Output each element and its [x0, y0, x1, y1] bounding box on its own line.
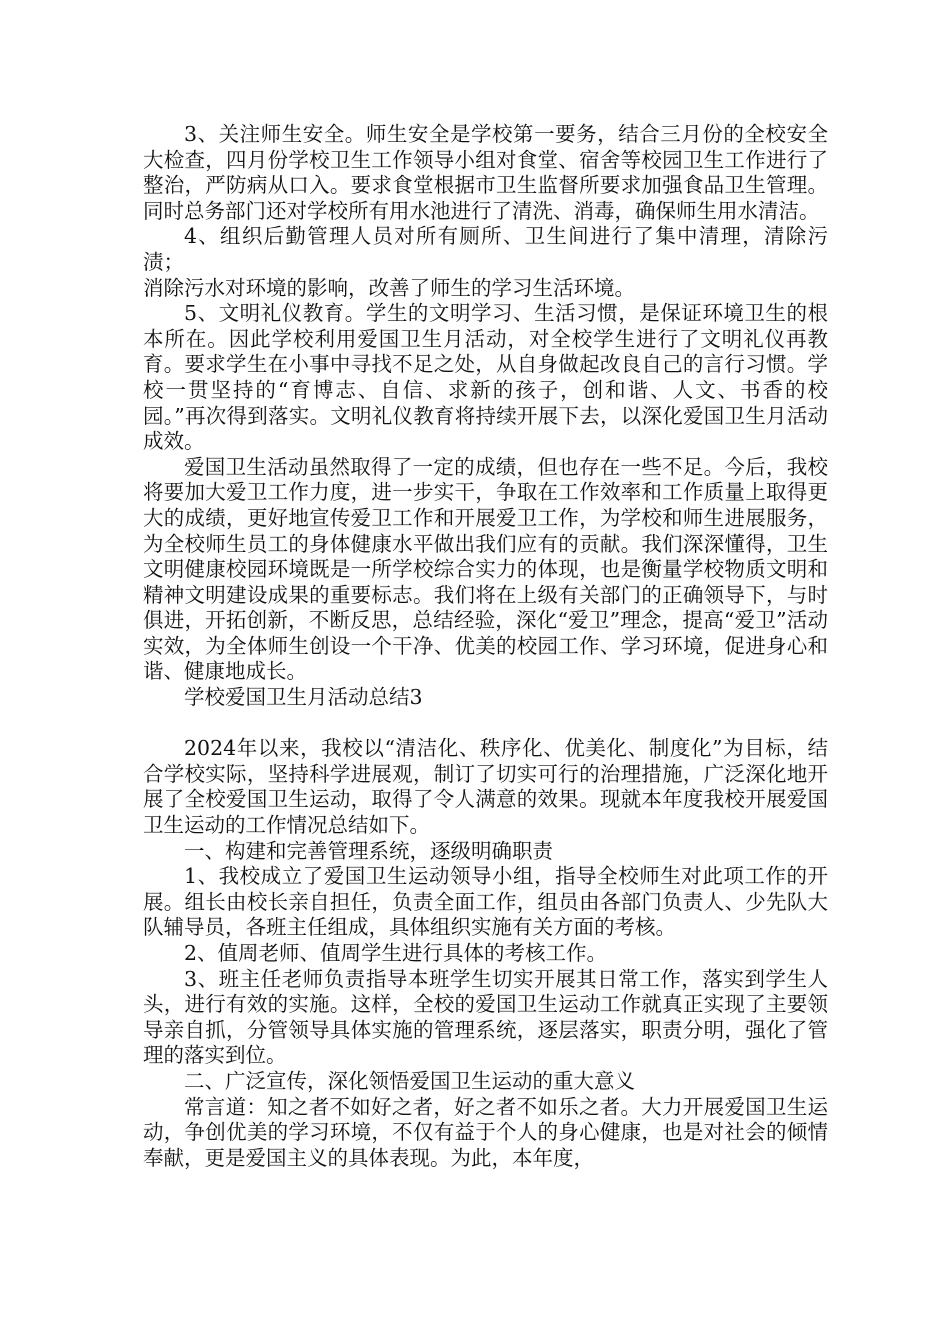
paragraph-toilet-cleaning: 4、组织后勤管理人员对所有厕所、卫生间进行了集中清理，清除污渍； — [143, 224, 828, 274]
blank-line — [143, 711, 828, 737]
paragraph-leadership-group: 1、我校成立了爱国卫生运动领导小组，指导全校师生对此项工作的开展。组长由校长亲自担任，负责全面工作，组员由各部门负责人、少先队大队辅导员，各班主任组成，具体组织实施有关方面的考核。 — [143, 864, 828, 940]
heading-management-system: 一、构建和完善管理系统，逐级明确职责 — [184, 838, 553, 863]
document-body — [143, 122, 828, 1171]
section-heading-summary-3: 学校爱国卫生月活动总结3 — [184, 685, 423, 710]
heading-publicity: 二、广泛宣传，深化领悟爱国卫生运动的重大意义 — [184, 1068, 635, 1093]
paragraph-sewage: 消除污水对环境的影响，改善了师生的学习生活环境。 — [143, 275, 635, 300]
paragraph-class-teachers: 3、班主任老师负责指导本班学生切实开展其日常工作，落实到学生人头，进行有效的实施。这样，全校的爱国卫生运动工作就真正实现了主要领导亲自抓，分管领导具体实施的管理系统，逐层落实，职责分明，强化了管理的落实到位。 — [143, 966, 828, 1068]
paragraph-intro-2024: 2024年以来，我校以“清洁化、秩序化、优美化、制度化”为目标，结合学校实际，坚持科学进展观，制订了切实可行的治理措施，广泛深化地开展了全校爱国卫生运动，取得了令人满意的效果。现就本年度我校开展爱国卫生运动的工作情况总结如下。 — [143, 736, 828, 838]
paragraph-saying: 常言道：知之者不如好之者，好之者不如乐之者。大力开展爱国卫生运动，争创优美的学习环境，不仅有益于个人的身心健康，也是对社会的倾情奉献，更是爱国主义的具体表现。为此，本年度， — [143, 1094, 828, 1170]
paragraph-safety: 3、关注师生安全。师生安全是学校第一要务，结合三月份的全校安全大检查，四月份学校卫生工作领导小组对食堂、宿舍等校园卫生工作进行了整治，严防病从口入。要求食堂根据市卫生监督所要求加强食品卫生管理。同时总务部门还对学校所有用水池进行了清洗、消毒，确保师生用水清洁。 — [143, 122, 828, 223]
paragraph-conclusion: 爱国卫生活动虽然取得了一定的成绩，但也存在一些不足。今后，我校将要加大爱卫工作力度，进一步实干，争取在工作效率和工作质量上取得更大的成绩，更好地宣传爱卫工作和开展爱卫工作，为学校和师生进展服务，为全校师生员工的身体健康水平做出我们应有的贡献。我们深深懂得，卫生文明健康校园环境既是一所学校综合实力的体现，也是衡量学校物质文明和精神文明建设成果的重要标志。我们将在上级有关部门的正确领导下，与时俱进，开拓创新，不断反思，总结经验，深化“爱卫”理念，提高“爱卫”活动实效，为全体师生创设一个干净、优美的校园工作、学习环境，促进身心和谐、健康地成长。 — [143, 454, 828, 684]
paragraph-etiquette: 5、文明礼仪教育。学生的文明学习、生活习惯，是保证环境卫生的根本所在。因此学校利用爱国卫生月活动，对全校学生进行了文明礼仪再教育。要求学生在小事中寻找不足之处，从自身做起改良自己的言行习惯。学校一贯坚持的“育博志、自信、求新的孩子，创和谐、人文、书香的校园。”再次得到落实。文明礼仪教育将持续开展下去，以深化爱国卫生月活动成效。 — [143, 301, 828, 454]
paragraph-duty-teachers: 2、值周老师、值周学生进行具体的考核工作。 — [184, 941, 608, 965]
